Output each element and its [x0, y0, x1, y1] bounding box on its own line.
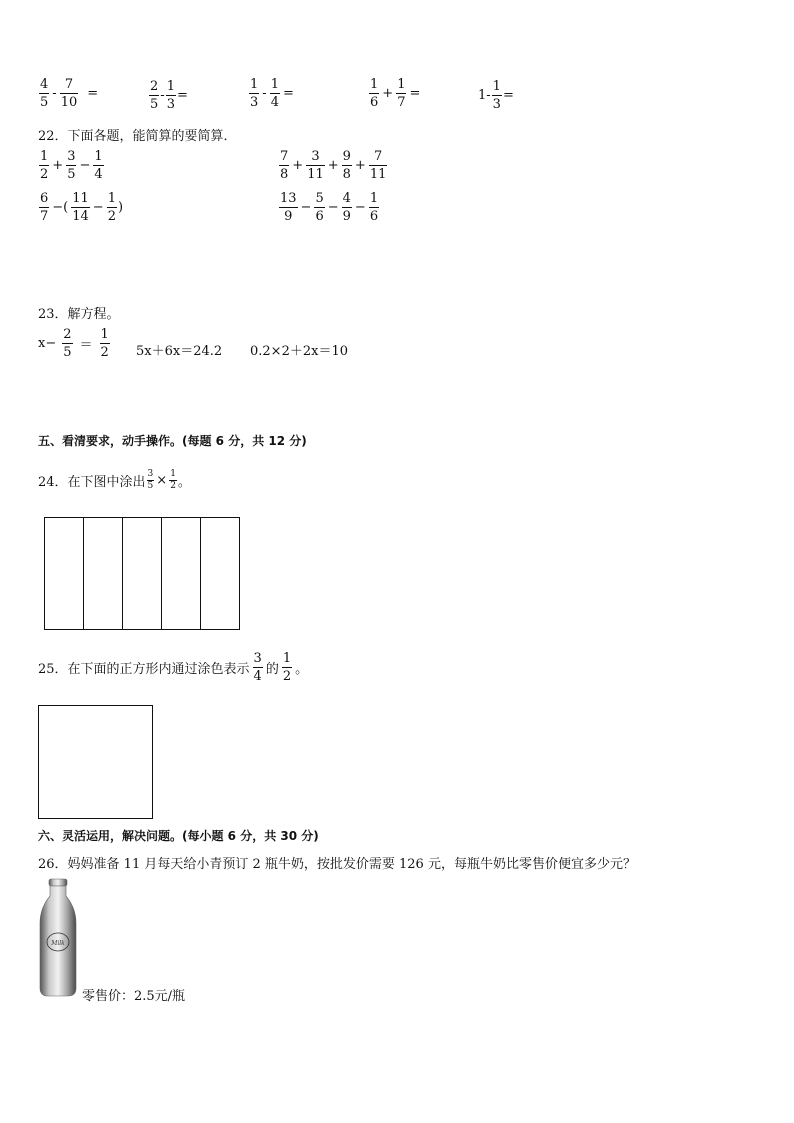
denominator: 3: [250, 95, 259, 110]
section-6-heading: 六、灵活运用，解决问题。(每小题 6 分，共 30 分): [38, 829, 319, 843]
numerator: 6: [40, 191, 49, 206]
math-text: +: [327, 158, 339, 173]
fraction-bar: [166, 95, 176, 96]
fraction: [279, 192, 298, 223]
numerator: 1: [94, 149, 103, 164]
denominator: 5: [67, 167, 76, 182]
numerator: 7: [373, 149, 383, 164]
numerator: 3: [147, 469, 154, 479]
denominator: 2: [100, 345, 109, 360]
fraction: [369, 192, 379, 223]
fraction: [62, 328, 72, 359]
math-text: 25．在下面的正方形内通过涂色表示: [38, 662, 250, 677]
fraction: [66, 150, 76, 181]
fraction-bar: [71, 207, 90, 208]
numerator: 7: [64, 77, 74, 92]
math-text: =: [87, 86, 99, 101]
denominator: 10: [60, 95, 78, 110]
fraction-bar: [314, 207, 324, 208]
denominator: 5: [40, 95, 49, 110]
fraction-bar: [492, 95, 502, 96]
numerator: 1: [270, 77, 279, 92]
fraction: [60, 78, 79, 109]
fraction: [100, 328, 110, 359]
fraction: [282, 652, 292, 683]
denominator: 7: [40, 209, 49, 224]
denominator: 3: [492, 97, 501, 112]
math-text: ): [117, 200, 124, 215]
fraction: [342, 150, 352, 181]
fraction-bar: [396, 93, 406, 94]
denominator: 11: [369, 167, 387, 182]
question-25-text: [38, 652, 308, 683]
fraction-bar: [282, 667, 292, 668]
fraction-bar: [279, 165, 289, 166]
fraction-bar: [149, 95, 159, 96]
denominator: 8: [342, 167, 351, 182]
denominator: 6: [315, 209, 324, 224]
math-text: −: [327, 200, 339, 215]
grid-divider: [161, 518, 162, 629]
math-text: −: [300, 200, 312, 215]
denominator: 6: [369, 209, 379, 224]
math-text: 24．在下图中涂出: [38, 475, 146, 490]
denominator: 4: [270, 95, 279, 110]
math-text: +: [292, 158, 304, 173]
fraction-bar: [369, 207, 379, 208]
math-text: =: [409, 86, 421, 101]
expression-3: [248, 78, 296, 109]
math-text: ×: [156, 473, 168, 488]
denominator: 5: [147, 481, 154, 491]
math-text: -: [262, 86, 267, 101]
q25-square[interactable]: [38, 705, 153, 819]
numerator: 3: [311, 149, 320, 164]
fraction: [149, 80, 159, 111]
grid-divider: [122, 518, 123, 629]
math-text: −: [79, 158, 91, 173]
fraction-bar: [342, 165, 352, 166]
fraction-bar: [253, 667, 263, 668]
math-text: 。: [295, 662, 309, 677]
fraction-bar: [342, 207, 352, 208]
expression-2: [148, 80, 188, 111]
fraction-bar: [62, 343, 72, 344]
denominator: 14: [72, 209, 89, 224]
q23-equation-3: 0.2×2＋2x＝10: [250, 344, 348, 359]
expression-4: [368, 78, 422, 109]
fraction-bar: [93, 165, 103, 166]
denominator: 2: [40, 167, 49, 182]
numerator: 1: [250, 77, 259, 92]
fraction-bar: [369, 165, 388, 166]
fraction: [107, 192, 117, 223]
fraction: [253, 652, 263, 683]
fraction-bar: [39, 207, 49, 208]
question-22-title: 22．下面各题，能简算的要简算．: [38, 129, 237, 144]
math-text: x−: [38, 336, 57, 351]
fraction: [166, 80, 176, 111]
numerator: 1: [107, 191, 116, 206]
fraction-bar: [100, 343, 110, 344]
fraction-bar: [369, 93, 379, 94]
denominator: 4: [94, 167, 103, 182]
denominator: 3: [166, 97, 175, 112]
math-text: ＝: [79, 338, 93, 353]
numerator: 2: [63, 327, 72, 342]
fraction: [169, 470, 177, 491]
fraction: [369, 78, 379, 109]
numerator: 13: [280, 191, 297, 206]
question-26-text: 26．妈妈准备 11 月每天给小青预订 2 瓶牛奶，按批发价需要 126 元，每瓶牛奶比零售价便宜多少元？: [38, 857, 636, 872]
section-5-heading: 五、看清要求，动手操作。(每题 6 分，共 12 分): [38, 434, 307, 448]
fraction: [369, 150, 388, 181]
fraction-bar: [60, 93, 79, 94]
fraction: [306, 150, 325, 181]
numerator: 1: [369, 191, 379, 206]
fraction: [71, 192, 90, 223]
fraction: [270, 78, 280, 109]
numerator: 4: [40, 77, 49, 92]
math-text: -: [52, 86, 57, 101]
numerator: 2: [150, 79, 159, 94]
bottle-label: Milk: [51, 940, 65, 947]
math-text: +: [382, 86, 394, 101]
fraction-bar: [306, 165, 325, 166]
numerator: 1: [40, 149, 49, 164]
question-23-title: 23．解方程。: [38, 307, 120, 322]
q22-expression-a: [38, 150, 105, 181]
numerator: 7: [280, 149, 289, 164]
q22-expression-b: [278, 150, 388, 181]
numerator: 1: [282, 651, 292, 666]
denominator: 2: [282, 669, 292, 684]
fraction-bar: [39, 93, 49, 94]
grid-divider: [83, 518, 84, 629]
fraction: [314, 192, 324, 223]
fraction: [39, 192, 49, 223]
expression-5: [478, 80, 514, 111]
numerator: 1: [397, 77, 406, 92]
numerator: 1: [166, 79, 175, 94]
fraction: [492, 80, 502, 111]
denominator: 5: [150, 97, 159, 112]
q24-rectangle-grid[interactable]: [44, 517, 240, 630]
numerator: 3: [253, 651, 262, 666]
denominator: 5: [63, 345, 72, 360]
denominator: 9: [342, 209, 351, 224]
math-text: =: [176, 88, 188, 103]
fraction: [396, 78, 406, 109]
fraction: [279, 150, 289, 181]
numerator: 1: [370, 77, 379, 92]
math-text: +: [52, 158, 64, 173]
fraction: [93, 150, 103, 181]
math-text: +: [354, 158, 366, 173]
milk-bottle-icon: [38, 878, 78, 998]
q23-equation-2: 5x＋6x＝24.2: [136, 344, 223, 359]
denominator: 7: [397, 95, 406, 110]
denominator: 6: [370, 95, 379, 110]
q22-expression-d: [278, 192, 380, 223]
denominator: 2: [170, 481, 176, 491]
fraction: [39, 150, 49, 181]
fraction-bar: [66, 165, 76, 166]
math-text: 的: [265, 662, 279, 677]
expression-1: [38, 78, 100, 109]
numerator: 11: [72, 191, 89, 206]
math-text: 。: [177, 475, 191, 490]
numerator: 1: [170, 469, 176, 479]
numerator: 9: [342, 149, 351, 164]
q22-expression-c: [38, 192, 123, 223]
retail-price-label: 零售价：2.5元/瓶: [82, 989, 186, 1004]
fraction-bar: [39, 165, 49, 166]
math-text: −: [92, 200, 104, 215]
q23-equation-1: [38, 328, 111, 359]
denominator: 11: [307, 167, 324, 182]
grid-divider: [200, 518, 201, 629]
fraction-bar: [270, 93, 280, 94]
math-text: 1-: [478, 88, 491, 103]
denominator: 9: [284, 209, 293, 224]
fraction: [147, 470, 155, 491]
question-24-text: [38, 470, 191, 491]
fraction-bar: [107, 207, 117, 208]
fraction: [342, 192, 352, 223]
numerator: 5: [315, 191, 324, 206]
math-text: =: [502, 88, 514, 103]
math-text: -: [160, 88, 165, 103]
numerator: 4: [342, 191, 351, 206]
math-text: =: [282, 86, 294, 101]
denominator: 4: [253, 669, 262, 684]
numerator: 1: [100, 327, 109, 342]
math-text: −: [354, 200, 366, 215]
fraction-bar: [279, 207, 298, 208]
fraction: [249, 78, 259, 109]
denominator: 2: [107, 209, 116, 224]
fraction-bar: [249, 93, 259, 94]
fraction: [39, 78, 49, 109]
denominator: 8: [280, 167, 289, 182]
numerator: 1: [492, 79, 501, 94]
numerator: 3: [67, 149, 76, 164]
math-text: −(: [52, 200, 69, 215]
